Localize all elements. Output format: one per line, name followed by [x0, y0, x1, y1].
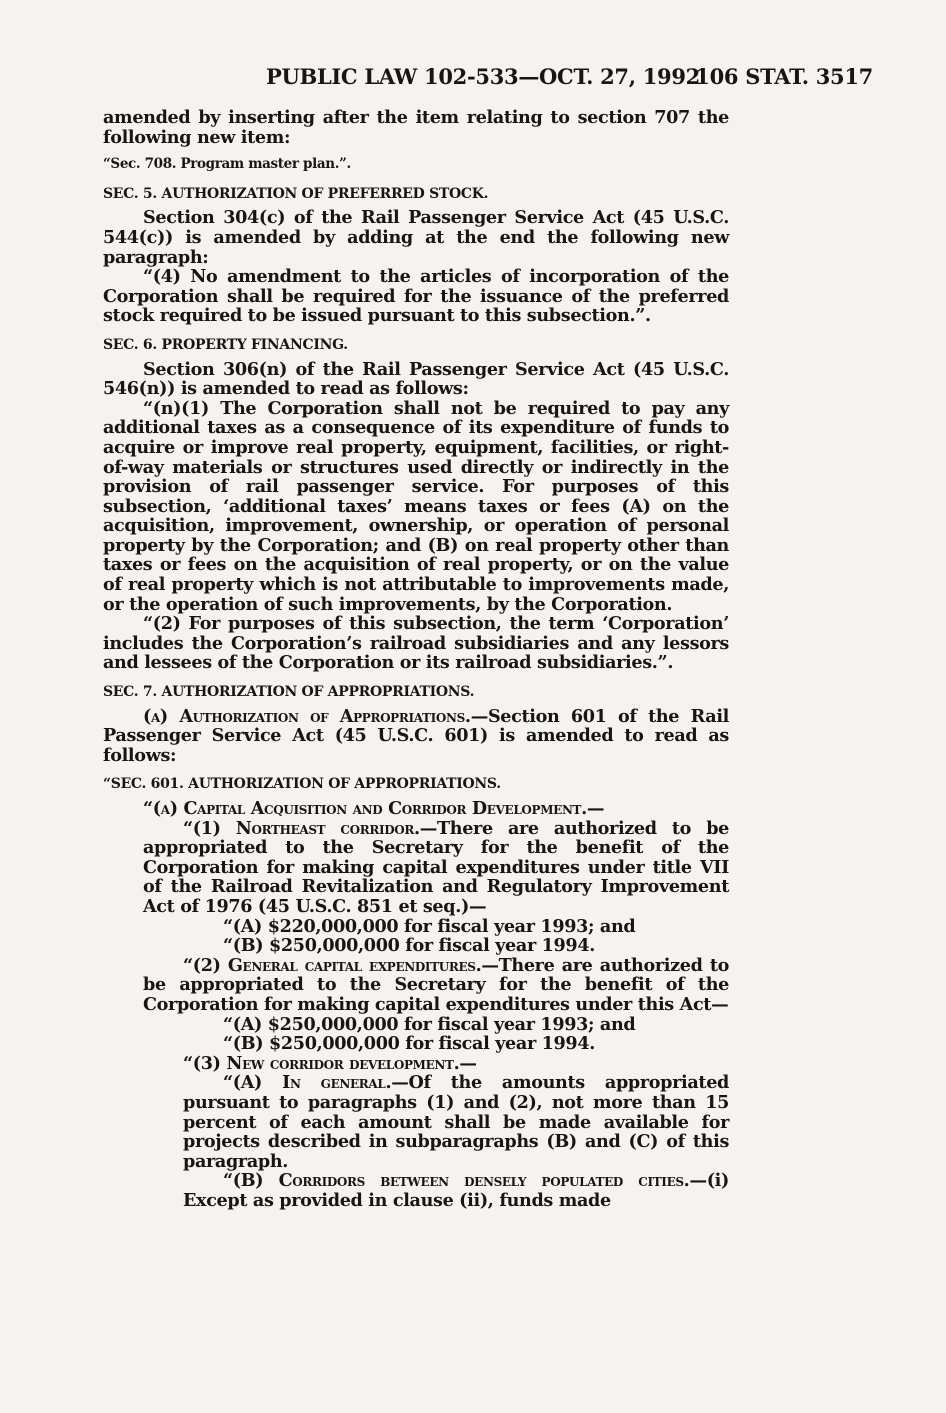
paragraph: “(3) New corridor development.—: [183, 1052, 477, 1074]
paragraph: “(n)(1) The Corporation shall not be required to pay any additional taxes as a consequence of its expenditure of funds to acquire or improve real property, equipment, facilities, or right-of-way materials or structures used directly or indirectly in the provision of rail passenger service. For purposes of this subsection, ‘additional taxes’ means taxes or fees (A) on the acquisition, improvement, ownership, or operation of personal property by the Corporation; and (B) on real property other than taxes or fees on the acquisition of real property, or on the value of real property which is not attributable to improvements made, or the operation of such improvements, by the Corporation.: [103, 397, 729, 615]
section-heading: “SEC. 601. AUTHORIZATION OF APPROPRIATIONS.: [103, 776, 501, 793]
section-heading: SEC. 7. AUTHORIZATION OF APPROPRIATIONS.: [103, 684, 475, 701]
paragraph: [103, 956, 729, 1015]
document-body: [103, 108, 729, 1210]
paragraph: [103, 819, 729, 917]
paragraph-heading: “(B) Corridors between densely populated cities.: [223, 1170, 690, 1192]
paragraph-heading: (a) Authorization of Appropriations.: [143, 705, 471, 727]
section-heading: SEC. 6. PROPERTY FINANCING.: [103, 336, 348, 353]
paragraph-text: —There are authorized to be appropriated to the Secretary for the benefit of the Corporation for making capital expenditures under this Act—: [143, 954, 729, 1015]
header-stat-page: 106 STAT. 3517: [695, 64, 873, 89]
paragraph-heading: “(A) In general.: [223, 1072, 392, 1094]
paragraph-text: —There are authorized to be appropriated to the Secretary for the benefit of the Corporation for making capital expenditures under title VII of the Railroad Revitalization and Regulatory Improvement Act of 1976 (45 U.S.C. 851 et seq.)—: [143, 817, 729, 917]
paragraph: “(2) For purposes of this subsection, the term ‘Corporation’ includes the Corporation’s railroad subsidiaries and any lessors and lessees of the Corporation or its railroad subsidiaries.”.: [103, 613, 729, 674]
paragraph-text: —(i) Except as provided in clause (ii), funds made: [183, 1170, 729, 1211]
paragraph: Section 306(n) of the Rail Passenger Service Act (45 U.S.C. 546(n)) is amended to read as follows:: [103, 358, 729, 400]
list-item: “(B) $250,000,000 for fiscal year 1994.: [223, 1033, 595, 1055]
paragraph: “Sec. 708. Program master plan.”.: [103, 156, 351, 173]
paragraph: Section 304(c) of the Rail Passenger Service Act (45 U.S.C. 544(c)) is amended by adding at the end the following new paragraph:: [103, 207, 729, 268]
section-heading: SEC. 5. AUTHORIZATION OF PREFERRED STOCK.: [103, 185, 489, 202]
header-title: PUBLIC LAW 102-533—OCT. 27, 1992: [265, 64, 700, 89]
paragraph: [103, 707, 729, 766]
list-item: “(B) $250,000,000 for fiscal year 1994.: [223, 935, 595, 957]
page-header: [103, 64, 873, 92]
paragraph-text: —Section 601 of the Rail Passenger Service Act (45 U.S.C. 601) is amended to read as follows:: [103, 705, 730, 766]
paragraph-heading: “(2) General capital expenditures.: [183, 954, 482, 976]
paragraph: “(4) No amendment to the articles of incorporation of the Corporation shall be required for the issuance of the preferred stock required to be issued pursuant to this subsection.”.: [103, 266, 729, 327]
list-item: “(A) $250,000,000 for fiscal year 1993; and: [223, 1013, 636, 1035]
paragraph: amended by inserting after the item relating to section 707 the following new item:: [103, 107, 729, 148]
paragraph-heading: “(1) Northeast corridor.: [183, 817, 420, 839]
paragraph: [103, 1073, 729, 1171]
paragraph-text: —Of the amounts appropriated pursuant to paragraphs (1) and (2), not more than 15 percent of each amount shall be made available for projects described in subparagraphs (B) and (C) of this paragraph.: [183, 1072, 730, 1172]
list-item: “(A) $220,000,000 for fiscal year 1993; and: [223, 915, 636, 937]
paragraph: [103, 1171, 729, 1210]
paragraph: “(a) Capital Acquisition and Corridor Development.—: [143, 798, 605, 819]
